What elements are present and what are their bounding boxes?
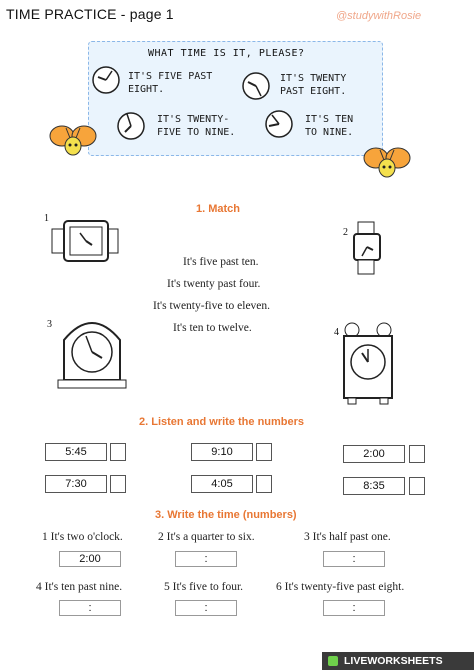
answer-input[interactable] [409, 445, 425, 463]
write-question: 1 It's two o'clock. [42, 531, 123, 543]
author-handle: @studywithRosie [336, 10, 422, 22]
write-question: 5 It's five to four. [164, 581, 244, 593]
brand-label: LIVEWORKSHEETS [344, 655, 443, 667]
clock-icon [115, 110, 147, 142]
match-sentence: It's five past ten. [183, 256, 259, 268]
item-number: 1 [44, 213, 49, 224]
time-box: 2:00 [343, 445, 405, 463]
time-box: 8:35 [343, 477, 405, 495]
speech-bubble-3 [157, 113, 235, 139]
time-box: 9:10 [191, 443, 253, 461]
answer-field[interactable]: : [175, 551, 237, 567]
answer-input[interactable] [256, 475, 272, 493]
time-box: 4:05 [191, 475, 253, 493]
match-sentence: It's twenty past four. [167, 278, 261, 290]
answer-input[interactable] [110, 443, 126, 461]
speech-bubble-4 [305, 113, 353, 139]
watch-icon [346, 220, 391, 280]
answer-field[interactable]: : [323, 600, 385, 616]
bubble-line: IT'S TWENTY [280, 73, 347, 84]
butterfly-icon [48, 118, 98, 168]
butterfly-icon [362, 140, 412, 190]
page-title: TIME PRACTICE - page 1 [6, 6, 174, 22]
answer-field[interactable]: : [59, 600, 121, 616]
item-number: 3 [47, 319, 52, 330]
write-question: 6 It's twenty-five past eight. [276, 581, 405, 593]
clock-icon [263, 108, 295, 140]
clock-icon [50, 310, 135, 395]
section-title-match: 1. Match [196, 203, 241, 215]
bubble-line: IT'S TEN [305, 114, 354, 125]
footer-brand [322, 652, 474, 670]
answer-input[interactable] [110, 475, 126, 493]
watch-icon [48, 215, 128, 270]
item-number: 2 [343, 227, 348, 238]
section-title-write: 3. Write the time (numbers) [155, 509, 297, 521]
time-box: 7:30 [45, 475, 107, 493]
answer-input[interactable] [256, 443, 272, 461]
clock-icon [90, 64, 122, 96]
bubble-line: EIGHT. [128, 84, 165, 95]
answer-field[interactable]: : [323, 551, 385, 567]
illustration-question: WHAT TIME IS IT, PLEASE? [148, 48, 305, 59]
alarm-clock-icon [338, 318, 398, 408]
bubble-line: FIVE TO NINE. [157, 127, 236, 138]
bubble-line: TO NINE. [305, 127, 354, 138]
speech-bubble-2 [280, 72, 346, 98]
bubble-line: IT'S TWENTY- [157, 114, 230, 125]
write-question: 2 It's a quarter to six. [158, 531, 255, 543]
write-question: 4 It's ten past nine. [36, 581, 123, 593]
brand-logo-icon [328, 656, 338, 666]
bubble-line: PAST EIGHT. [280, 86, 347, 97]
write-question: 3 It's half past one. [304, 531, 391, 543]
section-title-listen: 2. Listen and write the numbers [139, 416, 305, 428]
match-sentence: It's ten to twelve. [173, 322, 252, 334]
answer-field[interactable]: 2:00 [59, 551, 121, 567]
bubble-line: IT'S FIVE PAST [128, 71, 213, 82]
match-sentence: It's twenty-five to eleven. [153, 300, 271, 312]
item-number: 4 [334, 327, 339, 338]
answer-input[interactable] [409, 477, 425, 495]
answer-field[interactable]: : [175, 600, 237, 616]
speech-bubble-1 [128, 70, 212, 96]
time-box: 5:45 [45, 443, 107, 461]
clock-icon [240, 70, 272, 102]
